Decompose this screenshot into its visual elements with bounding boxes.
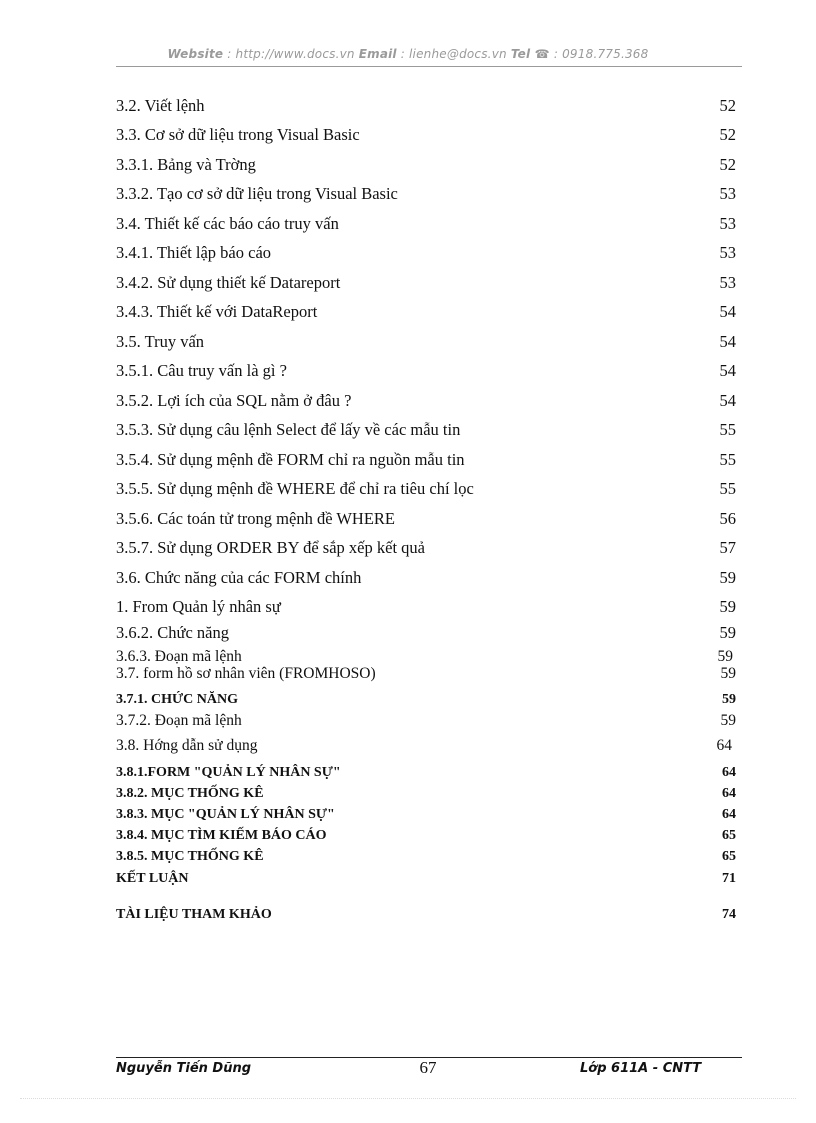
- toc-entry: [116, 184, 736, 206]
- toc-entry: [116, 273, 736, 295]
- page-number: 67: [419, 1058, 437, 1077]
- toc-entry-title: 3.8.2. MỤC THỐNG KÊ: [116, 786, 264, 801]
- toc-entry: [116, 692, 736, 714]
- toc-entry-title: 1. From Quản lý nhân sự: [116, 597, 281, 616]
- toc-entry-title: 3.4.1. Thiết lập báo cáo: [116, 243, 272, 262]
- toc-entry-page: 74: [722, 907, 736, 922]
- toc-entry-title: 3.4.2. Sử dụng thiết kế Datareport: [116, 273, 341, 292]
- toc-entry: [116, 665, 736, 687]
- toc-entry: [116, 243, 736, 265]
- toc-entry-title: 3.8.4. MỤC TÌM KIẾM BÁO CÁO: [116, 828, 327, 843]
- toc-entry-title: 3.3.2. Tạo cơ sở dữ liệu trong Visual Basic: [116, 184, 398, 203]
- toc-entry: [116, 361, 736, 383]
- toc-entry-page: 59: [717, 648, 733, 665]
- footer-class: Lớp 611A - CNTT: [580, 1061, 702, 1076]
- toc-entry-page: 54: [719, 361, 736, 380]
- toc-entry-page: 59: [719, 597, 736, 616]
- toc-entry: [116, 302, 736, 324]
- toc-entry-page: 59: [722, 692, 736, 707]
- toc-entry-title: 3.5.2. Lợi ích của SQL nằm ở đâu ?: [116, 391, 352, 410]
- toc-entry: [116, 623, 736, 645]
- toc-entry-title: 3.8.1.FORM "QUẢN LÝ NHÂN SỰ": [116, 765, 341, 780]
- toc-entry: [116, 450, 736, 472]
- toc-entry-page: 59: [720, 712, 736, 729]
- toc-entry: [116, 538, 736, 560]
- toc-entry-title: 3.3. Cơ sở dữ liệu trong Visual Basic: [116, 125, 360, 144]
- toc-entry-page: 56: [719, 509, 736, 528]
- toc-entry: [116, 332, 736, 354]
- toc-entry: [116, 871, 736, 893]
- toc-entry: [116, 568, 736, 590]
- toc-entry-title: 3.5.7. Sử dụng ORDER BY để sắp xếp kết quả: [116, 538, 425, 557]
- footer-author: Nguyễn Tiến Dũng: [116, 1061, 252, 1076]
- toc-entry-page: 65: [722, 828, 736, 843]
- toc-entry-page: 54: [719, 391, 736, 410]
- tel-number: : 0918.775.368: [549, 47, 649, 61]
- toc-entry-title: 3.4.3. Thiết kế với DataReport: [116, 302, 318, 321]
- email-label: Email: [358, 47, 397, 61]
- toc-entry-title: 3.5.5. Sử dụng mệnh đề WHERE để chỉ ra tiêu chí lọc: [116, 479, 474, 498]
- toc-entry-title: 3.5.3. Sử dụng câu lệnh Select để lấy về các mẫu tin: [116, 420, 461, 439]
- toc-entry-page: 57: [719, 538, 736, 557]
- toc-entry: [116, 597, 736, 619]
- toc-entry-title: 3.5. Truy vấn: [116, 332, 205, 351]
- website-label: Website: [167, 47, 224, 61]
- toc-entry-title: 3.2. Viết lệnh: [116, 96, 205, 115]
- toc-entry-title: 3.3.1. Bảng và Trờng: [116, 155, 256, 174]
- toc-entry-page: 64: [722, 765, 736, 780]
- toc-entry: [116, 155, 736, 177]
- toc-entry-title: 3.4. Thiết kế các báo cáo truy vấn: [116, 214, 339, 233]
- toc-entry-page: 64: [716, 737, 732, 754]
- toc-entry: [116, 907, 736, 929]
- toc-entry-page: 53: [719, 184, 736, 203]
- toc-entry: [116, 786, 736, 808]
- toc-entry-page: 64: [722, 786, 736, 801]
- toc-entry-page: 52: [719, 155, 736, 174]
- toc-entry-title: 3.8. Hớng dẫn sử dụng: [116, 737, 258, 754]
- toc-entry-title: 3.5.1. Câu truy vấn là gì ?: [116, 361, 287, 380]
- toc-entry: [116, 737, 732, 759]
- toc-entry-title: TÀI LIỆU THAM KHẢO: [116, 907, 272, 922]
- toc-entry: [116, 849, 736, 871]
- toc-entry-title: 3.5.6. Các toán tử trong mệnh đề WHERE: [116, 509, 396, 528]
- toc-entry-page: 53: [719, 243, 736, 262]
- toc-entry-page: 52: [719, 125, 736, 144]
- toc-entry: [116, 828, 736, 850]
- website-url: : http://www.docs.vn: [223, 47, 359, 61]
- toc-entry-title: 3.7.2. Đoạn mã lệnh: [116, 712, 242, 729]
- toc-entry-title: 3.6.3. Đoạn mã lệnh: [116, 648, 242, 665]
- toc-entry-page: 59: [719, 623, 736, 642]
- toc-entry: [116, 479, 736, 501]
- toc-entry: [116, 712, 736, 734]
- toc-entry-page: 59: [719, 568, 736, 587]
- toc-entry-page: 71: [722, 871, 736, 886]
- toc-entry-page: 55: [719, 420, 736, 439]
- toc-entry-page: 54: [719, 302, 736, 321]
- tel-label: Tel ☎: [510, 47, 550, 61]
- toc-entry-page: 55: [719, 450, 736, 469]
- toc-entry-title: 3.6. Chức năng của các FORM chính: [116, 568, 362, 587]
- toc-entry-page: 65: [722, 849, 736, 864]
- toc-entry: [116, 125, 736, 147]
- toc-entry-page: 53: [719, 273, 736, 292]
- toc-entry-title: 3.7.1. CHỨC NĂNG: [116, 692, 238, 707]
- toc-entry-title: 3.5.4. Sử dụng mệnh đề FORM chỉ ra nguồn mẫu tin: [116, 450, 465, 469]
- toc-entry-page: 53: [719, 214, 736, 233]
- toc-entry: [116, 807, 736, 829]
- email-address: : lienhe@docs.vn: [396, 47, 511, 61]
- toc-entry: [116, 765, 736, 787]
- toc-entry-page: 64: [722, 807, 736, 822]
- toc-entry-title: 3.8.3. MỤC "QUẢN LÝ NHÂN SỰ": [116, 807, 335, 822]
- toc-entry-page: 54: [719, 332, 736, 351]
- toc-entry-title: KẾT LUẬN: [116, 871, 189, 886]
- toc-entry-page: 59: [720, 665, 736, 682]
- toc-entry-title: 3.8.5. MỤC THỐNG KÊ: [116, 849, 264, 864]
- toc-entry-title: 3.7. form hồ sơ nhân viên (FROMHOSO): [116, 665, 376, 682]
- toc-entry-page: 52: [719, 96, 736, 115]
- toc-entry-page: 55: [719, 479, 736, 498]
- toc-entry-title: 3.6.2. Chức năng: [116, 623, 229, 642]
- toc-entry: [116, 509, 736, 531]
- toc-entry: [116, 420, 736, 442]
- toc-entry: [116, 96, 736, 118]
- page-edge-divider: [20, 1098, 796, 1099]
- toc-entry: [116, 214, 736, 236]
- toc-entry: [116, 391, 736, 413]
